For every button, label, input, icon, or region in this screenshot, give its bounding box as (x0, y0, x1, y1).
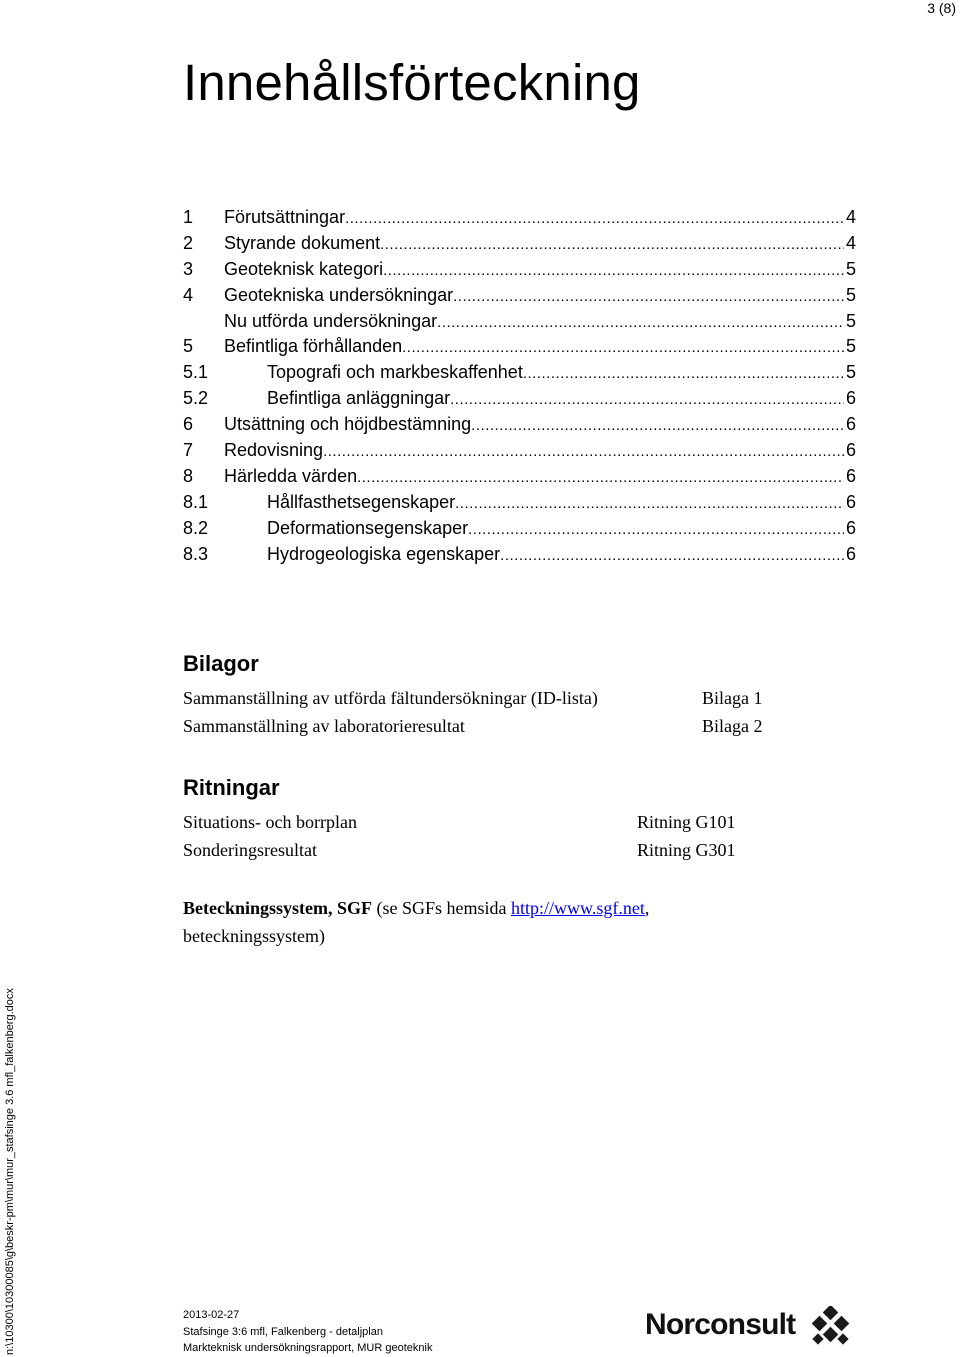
footer-date: 2013-02-27 (183, 1309, 240, 1321)
toc-leader (500, 543, 844, 569)
toc-leader (453, 284, 844, 310)
toc-entry[interactable] (183, 231, 856, 257)
toc-title: Härledda värden (224, 465, 358, 486)
footer (183, 1307, 432, 1357)
toc-entry[interactable] (183, 283, 856, 309)
footer-report: Markteknisk undersökningsrapport, MUR geoteknik (183, 1342, 433, 1354)
toc-leader (380, 232, 844, 258)
toc-page-number: 5 (845, 284, 856, 305)
toc-title-wrap (267, 360, 844, 387)
toc-number: 5.1 (183, 362, 209, 383)
toc-page-number: 5 (845, 310, 856, 331)
bilagor-heading: Bilagor (183, 651, 259, 676)
toc-title-wrap (224, 205, 844, 232)
ritning-row (183, 811, 736, 833)
ritning-ref: Ritning G301 (637, 840, 736, 860)
toc-title-wrap (224, 464, 844, 491)
bilaga-label: Sammanställning av utförda fältundersökningar (ID-lista) (183, 688, 598, 708)
ritning-label: Situations- och borrplan (183, 812, 357, 832)
toc-number: 7 (183, 440, 194, 461)
toc-entry[interactable] (183, 257, 856, 283)
toc-title: Befintliga förhållanden (224, 336, 403, 357)
toc-title: Nu utförda undersökningar (224, 310, 438, 331)
toc-title: Redovisning (224, 440, 324, 461)
toc-title-wrap (224, 283, 844, 310)
page-title: Innehållsförteckning (183, 54, 641, 111)
ritning-ref: Ritning G101 (637, 812, 736, 832)
toc-leader (455, 491, 844, 517)
toc-leader (345, 206, 844, 232)
beteckningssystem-note (183, 894, 783, 950)
toc-entry[interactable] (183, 464, 856, 490)
toc-title-wrap (224, 231, 844, 258)
toc-number: 6 (183, 414, 194, 435)
logo-text: Norconsult (645, 1308, 796, 1341)
toc-page-number: 6 (845, 414, 856, 435)
toc-page-number: 6 (845, 440, 856, 461)
toc-title-wrap (267, 516, 844, 543)
toc-title: Styrande dokument (224, 232, 381, 253)
logo-diamond-icon (810, 1306, 852, 1348)
toc-entry[interactable] (183, 360, 856, 386)
toc-page-number: 6 (845, 491, 856, 512)
toc-title-wrap (224, 412, 844, 439)
toc-entry[interactable] (183, 205, 856, 231)
toc-number: 8.1 (183, 491, 209, 512)
toc-entry[interactable] (183, 490, 856, 516)
toc-title: Förutsättningar (224, 207, 346, 227)
toc-title-wrap (224, 257, 844, 284)
beteckningssystem-text: (se SGFs hemsida (372, 898, 511, 918)
toc-entry[interactable] (183, 309, 856, 335)
toc-title: Hydrogeologiska egenskaper (267, 543, 501, 564)
table-of-contents (183, 205, 856, 567)
toc-title: Topografi och markbeskaffenhet (267, 362, 523, 383)
toc-entry[interactable] (183, 334, 856, 360)
toc-leader (450, 387, 844, 413)
toc-leader (471, 413, 844, 439)
ritning-row (183, 839, 736, 861)
toc-title-wrap (267, 542, 844, 569)
toc-number: 1 (183, 207, 194, 227)
toc-title-wrap (224, 309, 844, 336)
toc-leader (357, 465, 844, 491)
toc-page-number: 6 (845, 517, 856, 538)
bilaga-row (183, 687, 763, 709)
toc-page-number: 4 (845, 232, 856, 253)
toc-title: Geotekniska undersökningar (224, 284, 454, 305)
toc-entry[interactable] (183, 542, 856, 568)
toc-title-wrap (267, 386, 844, 413)
toc-entry[interactable] (183, 438, 856, 464)
toc-entry[interactable] (183, 516, 856, 542)
toc-title: Geoteknisk kategori (224, 258, 384, 279)
page-number: 3 (8) (927, 0, 956, 16)
toc-number: 8 (183, 465, 194, 486)
beteckningssystem-text-end: , beteckningssystem) (183, 898, 650, 946)
bilaga-row (183, 715, 763, 737)
toc-leader (437, 310, 844, 336)
bilaga-ref: Bilaga 1 (702, 688, 763, 708)
toc-number: 3 (183, 258, 194, 279)
toc-page-number: 6 (845, 543, 856, 564)
toc-page-number: 5 (845, 336, 856, 357)
toc-number: 2 (183, 232, 194, 253)
bilaga-ref: Bilaga 2 (702, 716, 763, 736)
toc-leader (468, 517, 844, 543)
toc-title: Utsättning och höjdbestämning (224, 414, 472, 435)
toc-page-number: 6 (845, 388, 856, 409)
toc-title: Befintliga anläggningar (267, 388, 451, 409)
toc-leader (523, 361, 844, 387)
toc-number: 4 (183, 284, 194, 305)
toc-page-number: 5 (845, 258, 856, 279)
toc-number: 8.2 (183, 517, 209, 538)
ritning-label: Sonderingsresultat (183, 840, 317, 860)
toc-number: 8.3 (183, 543, 209, 564)
toc-leader (402, 335, 844, 361)
toc-title: Hållfasthetsegenskaper (267, 491, 456, 512)
beteckningssystem-label: Beteckningssystem, SGF (183, 898, 372, 918)
toc-entry[interactable] (183, 386, 856, 412)
toc-number: 5.2 (183, 388, 209, 409)
toc-title-wrap (267, 490, 844, 517)
toc-page-number: 6 (845, 465, 856, 486)
toc-title: Deformationsegenskaper (267, 517, 469, 538)
toc-title-wrap (224, 438, 844, 465)
toc-number: 5 (183, 336, 194, 357)
ritningar-heading: Ritningar (183, 775, 280, 800)
toc-title-wrap (224, 334, 844, 361)
toc-page-number: 4 (845, 207, 856, 227)
file-path: n:\10300\10300085\g\beskr-pm\mur\mur_stafsinge 3.6 mfl_falkenberg.docx (4, 988, 16, 1355)
toc-page-number: 5 (845, 362, 856, 383)
toc-leader (383, 258, 844, 284)
footer-project: Stafsinge 3:6 mfl, Falkenberg - detaljplan (183, 1325, 383, 1338)
bilaga-label: Sammanställning av laboratorieresultat (183, 716, 465, 736)
toc-leader (323, 439, 844, 465)
toc-entry[interactable] (183, 412, 856, 438)
sgf-link[interactable]: http://www.sgf.net (511, 898, 645, 918)
